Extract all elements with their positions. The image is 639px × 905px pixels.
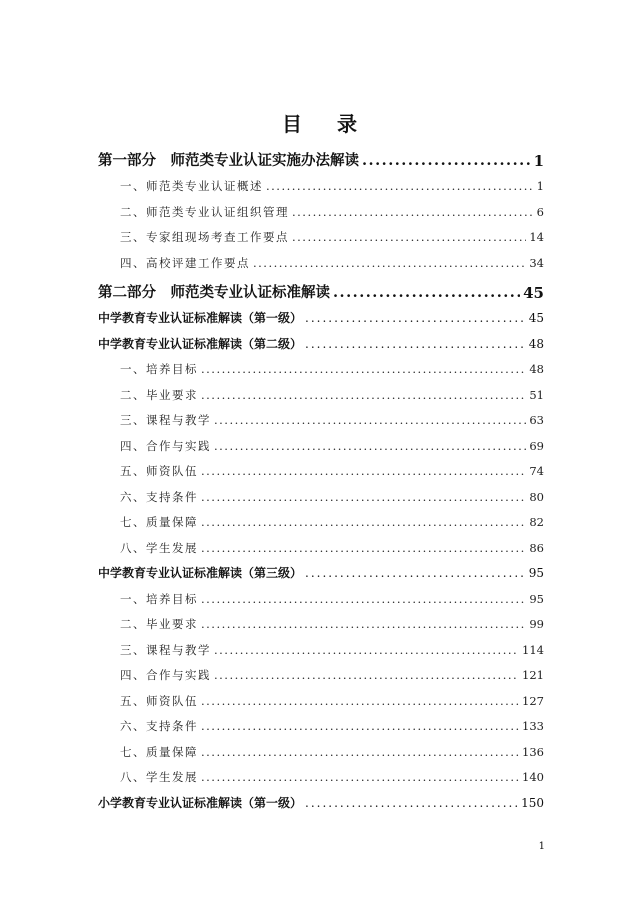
toc-entry-page-number: 121 [522,668,544,682]
dot-leader [305,575,526,587]
page-title: 目 录 [282,112,371,136]
toc-entry-label: 七、质量保障 [120,744,198,759]
toc-entry-label: 二、毕业要求 [120,387,198,402]
toc-entry-label: 三、课程与教学 [120,642,211,657]
toc-section-entry[interactable] [98,714,544,740]
toc-entry-page-number: 86 [529,540,544,555]
toc-entry-page-number: 45 [528,311,544,325]
toc-entry-page-number: 140 [522,770,544,784]
dot-leader [362,160,531,175]
toc-entry-page-number: 114 [522,642,544,657]
dot-leader [305,320,526,332]
toc-entry-page-number: 82 [529,515,544,529]
toc-entry-page-number: 63 [529,413,544,427]
dot-leader [214,422,526,434]
toc-entry-page-number: 74 [529,464,544,478]
dot-leader [214,652,519,664]
dot-leader [201,728,519,740]
toc-entry-page-number: 1 [533,152,544,170]
toc-entry-label: 第二部分 师范类专业认证标准解读 [98,284,330,301]
toc-section-entry[interactable] [98,383,544,409]
toc-entry-page-number: 48 [528,336,544,351]
toc-entry-page-number: 14 [529,230,544,244]
toc-section-entry[interactable] [98,225,544,251]
toc-entry-label: 中学教育专业认证标准解读（第二级） [98,336,303,351]
toc-entry-label: 四、高校评建工作要点 [120,255,250,270]
dot-leader [266,188,534,200]
toc-section-entry[interactable] [98,510,544,536]
toc-entry-page-number: 99 [529,617,544,631]
toc-entry-label: 二、师范类专业认证组织管理 [120,204,289,219]
toc-entry-label: 八、学生发展 [120,540,198,555]
dot-leader [201,550,526,562]
toc-entry-page-number: 127 [522,693,544,708]
table-of-contents [98,148,544,816]
toc-section-entry[interactable] [98,485,544,511]
toc-entry-label: 三、课程与教学 [120,413,211,427]
toc-entry-page-number: 45 [523,284,544,302]
toc-entry-label: 五、师资队伍 [120,464,198,478]
toc-entry-label: 六、支持条件 [120,489,198,504]
toc-entry-label: 五、师资队伍 [120,693,198,708]
dot-leader [201,371,526,383]
dot-leader [333,292,520,307]
toc-section-entry[interactable] [98,689,544,715]
toc-entry-page-number: 48 [529,362,544,376]
toc-section-entry[interactable] [98,740,544,766]
dot-leader [201,703,519,715]
toc-entry-page-number: 69 [529,438,544,453]
toc-entry-page-number: 34 [529,255,544,270]
toc-entry-label: 七、质量保障 [120,515,198,529]
toc-section-entry[interactable] [98,408,544,434]
toc-entry-page-number: 51 [529,387,544,402]
toc-entry-label: 一、培养目标 [120,362,198,376]
toc-entry-page-number: 95 [529,591,544,606]
dot-leader [201,473,526,485]
toc-part-entry[interactable] [98,148,544,174]
dot-leader [201,499,526,511]
toc-entry-page-number: 1 [536,179,544,193]
dot-leader [214,677,519,689]
dot-leader [201,397,526,409]
dot-leader [201,779,519,791]
toc-section-entry[interactable] [98,200,544,226]
toc-standard-entry[interactable] [98,306,544,332]
toc-part-entry[interactable] [98,280,544,306]
toc-section-entry[interactable] [98,434,544,460]
toc-section-entry[interactable] [98,459,544,485]
toc-entry-label: 三、专家组现场考查工作要点 [120,230,289,244]
toc-entry-page-number: 6 [536,204,544,219]
toc-standard-entry[interactable] [98,791,544,817]
toc-entry-label: 六、支持条件 [120,719,198,733]
toc-section-entry[interactable] [98,612,544,638]
dot-leader [292,239,526,251]
toc-section-entry[interactable] [98,663,544,689]
toc-standard-entry[interactable] [98,332,544,358]
dot-leader [201,524,526,536]
toc-section-entry[interactable] [98,587,544,613]
dot-leader [253,265,526,277]
toc-entry-label: 中学教育专业认证标准解读（第三级） [98,566,303,580]
toc-entry-page-number: 136 [522,744,544,759]
toc-entry-label: 二、毕业要求 [120,617,198,631]
toc-entry-label: 四、合作与实践 [120,668,211,682]
toc-entry-page-number: 133 [522,719,544,733]
dot-leader [305,345,526,357]
dot-leader [214,448,526,460]
dot-leader [201,601,526,613]
dot-leader [292,214,534,226]
dot-leader [201,754,519,766]
toc-entry-label: 四、合作与实践 [120,438,211,453]
toc-entry-page-number: 150 [521,795,544,810]
dot-leader [201,626,526,638]
toc-entry-label: 第一部分 师范类专业认证实施办法解读 [98,152,359,169]
toc-section-entry[interactable] [98,174,544,200]
page-number: 1 [538,841,545,852]
dot-leader [305,804,518,816]
toc-entry-page-number: 95 [528,566,544,580]
toc-entry-label: 小学教育专业认证标准解读（第一级） [98,795,303,810]
toc-section-entry[interactable] [98,357,544,383]
toc-section-entry[interactable] [98,251,544,277]
toc-entry-label: 一、培养目标 [120,591,198,606]
toc-section-entry[interactable] [98,638,544,664]
toc-entry-label: 一、师范类专业认证概述 [120,179,263,193]
toc-standard-entry[interactable] [98,561,544,587]
toc-section-entry[interactable] [98,536,544,562]
toc-entry-label: 中学教育专业认证标准解读（第一级） [98,311,303,325]
toc-entry-label: 八、学生发展 [120,770,198,784]
toc-entry-page-number: 80 [529,489,544,504]
toc-section-entry[interactable] [98,765,544,791]
